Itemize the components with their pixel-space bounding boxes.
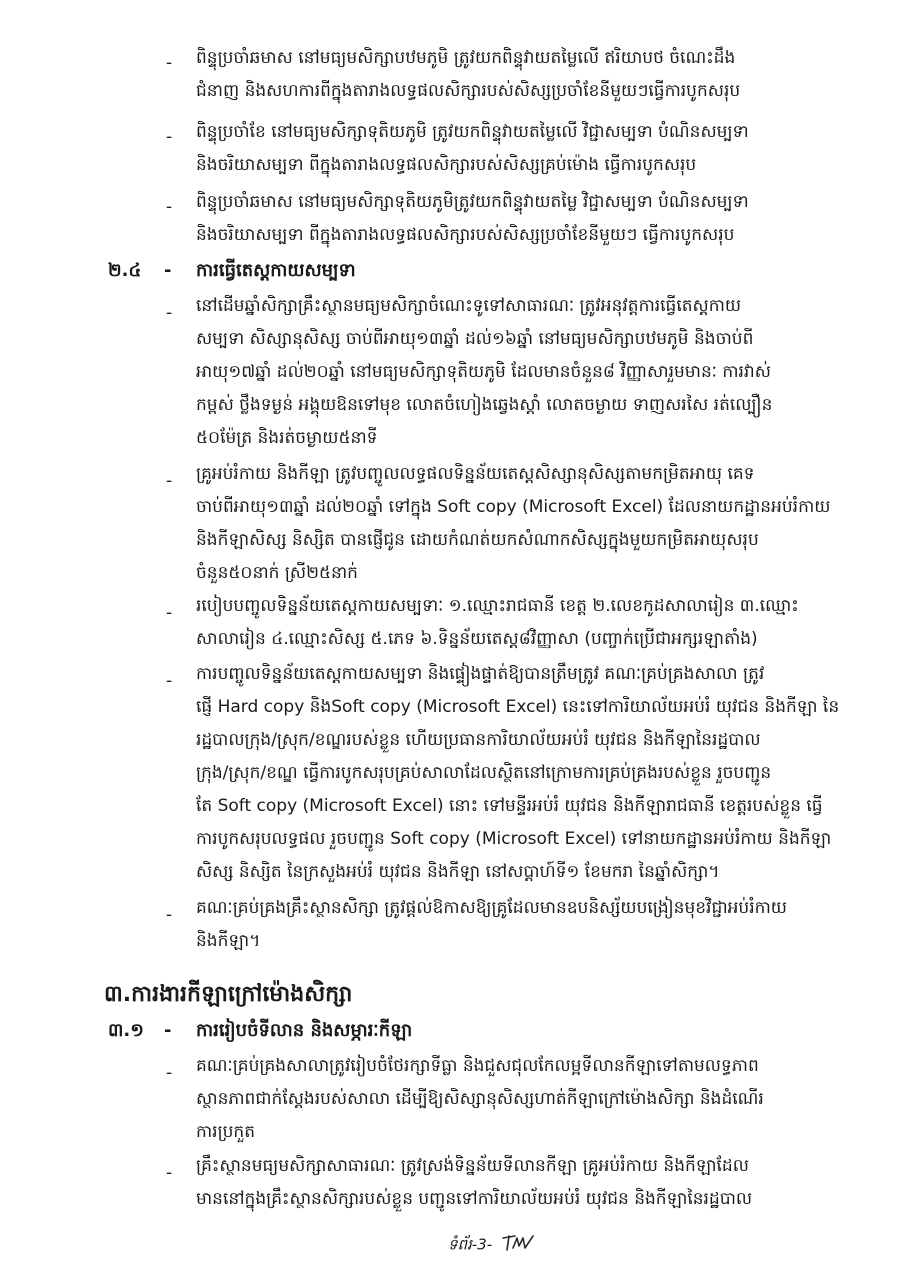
bullet-text [196,116,749,182]
text-line: ការបញ្ចូលទិន្នន័យតេស្តកាយសម្បទា និងផ្ទៀងផ្ទាត់ឱ្យបានត្រឹមត្រូវ គណៈគ្រប់គ្រងសាលា ត្រូវ [196,664,765,684]
bullet-text [196,892,787,958]
text-line: ៥០ម៉ែត្រ និងរត់ចម្ងាយ៥នាទី [196,428,378,448]
text-line: សាលារៀន ៤.ឈ្មោះសិស្ស ៥.ភេទ ៦.ទិន្នន័យតេស្ត៨វិញ្ញាសា (បញ្ចាក់ប្រើជាអក្សរឡាតាំង) [196,629,758,649]
bullet-text [196,1050,764,1149]
bullet-marker: - [166,53,173,73]
section-heading: ៣.ការងារកីឡាក្រៅម៉ោងសិក្សា [104,982,353,1007]
text-line: និងចរិយាសម្បទា ពីក្នុងតារាងលទ្ធផលសិក្សារបស់សិស្សប្រចាំខែនីមួយៗ ធ្វើការបូកសរុប [196,225,735,245]
text-line: ក្រុង/ស្រុក/ខណ្ឌ ធ្វើការបូកសរុបគ្រប់សាលាដែលស្ថិតនៅក្រោមការគ្រប់គ្រងរបស់ខ្លួន រួចបញ្ជូន [196,763,772,783]
bullet-marker: - [166,303,173,323]
bullet-marker: - [166,1063,173,1083]
bullet-text [196,42,740,108]
text-line: ចំនួន៥០នាក់ ស្រី២៥នាក់ [196,563,358,583]
text-line: និងកីឡាសិស្ស និស្សិត បានផ្ញើជូន ដោយកំណត់យកសំណាកសិស្សក្នុងមួយកម្រិតអាយុសរុប [196,530,759,550]
bullet-marker: - [166,471,173,491]
subsection-title: ការធ្វើតេស្តកាយសម្បទា [196,260,356,281]
bullet-marker: - [166,671,173,691]
text-line: ជំនាញ និងសហការពីក្នុងតារាងលទ្ធផលសិក្សារបស់សិស្សប្រចាំខែនីមួយៗធ្វើការបូកសរុប [196,81,741,101]
bullet-text [196,458,830,590]
text-line: ស្ថានភាពជាក់ស្តែងរបស់សាលា ដើម្បីឱ្យសិស្សានុសិស្សហាត់កីឡាក្រៅម៉ោងសិក្សា និងដំណើរ [196,1089,764,1109]
text-line: គ្រូអប់រំកាយ និងកីឡា ត្រូវបញ្ចូលលទ្ធផលទិន្នន័យតេស្តសិស្សានុសិស្សតាមកម្រិតអាយុ គេទ [196,464,755,484]
text-line: គណៈគ្រប់គ្រងគ្រឹះស្ថានសិក្សា ត្រូវផ្តល់ឱកាសឱ្យគ្រូដែលមានឧបនិស្ស័យបង្រៀនមុខវិជ្ជាអប់រំកាយ [196,898,787,918]
bullet-marker: - [166,1163,173,1183]
initials-signature [501,1232,535,1258]
text-line: រដ្ឋបាលក្រុង/ស្រុក/ខណ្ឌរបស់ខ្លួន ហើយប្រធានការិយាល័យអប់រំ យុវជន និងកីឡានៃរដ្ឋបាល [196,730,761,750]
text-line: និងចរិយាសម្បទា ពីក្នុងតារាងលទ្ធផលសិក្សារបស់សិស្សគ្រប់ម៉ោង ធ្វើការបូកសរុប [196,155,697,175]
text-line: សម្បទា សិស្សានុសិស្ស ចាប់ពីអាយុ១៣ឆ្នាំ ដល់១៦ឆ្នាំ នៅមធ្យមសិក្សាបឋមភូមិ និងចាប់ពី [196,329,754,349]
text-line: គ្រឹះស្ថានមធ្យមសិក្សាសាធារណៈ ត្រូវស្រង់ទិន្នន័យទីលានកីឡា គ្រូអប់រំកាយ និងកីឡាដែល [196,1156,749,1176]
text-line: ការប្រកួត [196,1122,256,1142]
text-line: ចាប់ពីអាយុ១៣ឆ្នាំ ដល់២០ឆ្នាំ ទៅក្នុង Soft copy (Microsoft Excel) ដែលនាយកដ្ឋានអប់រំកាយ [196,497,831,517]
text-line: នៅដើមឆ្នាំសិក្សាគ្រឹះស្ថានមធ្យមសិក្សាចំណេះទូទៅសាធារណៈ ត្រូវអនុវត្តការធ្វើតេស្តកាយ [196,296,742,316]
bullet-marker: - [166,197,173,217]
text-line: ពិន្ទុប្រចាំខែ នៅមធ្យមសិក្សាទុតិយភូមិ ត្រូវយកពិន្ទុវាយតម្លៃលើ វិជ្ជាសម្បទា បំណិនសម្បទា [196,122,749,142]
subsection-number: ៣.១ [108,1020,144,1041]
subsection-dash: - [164,260,172,281]
bullet-text [196,1150,752,1216]
bullet-text [196,658,839,889]
text-line: ពិន្ទុប្រចាំឆមាស នៅមធ្យមសិក្សាទុតិយភូមិត្រូវយកពិន្ទុវាយតម្លៃ វិជ្ជាសម្បទា បំណិនសម្បទា [196,192,749,212]
text-line: សិស្ស និស្សិត នៃក្រសួងអប់រំ យុវជន និងកីឡា នៅសប្តាហ៍ទី១ ខែមករា នៃឆ្នាំសិក្សា។ [196,862,720,882]
text-line: និងកីឡា។ [196,931,261,951]
text-line: ពិន្ទុប្រចាំឆមាស នៅមធ្យមសិក្សាបឋមភូមិ ត្រូវយកពិន្ទុវាយតម្លៃលើ ឥរិយាបថ ចំណេះដឹង [196,48,736,68]
text-line: របៀបបញ្ចូលទិន្នន័យតេស្តកាយសម្បទាៈ ១.ឈ្មោះរាជធានី ខេត្ត ២.លេខកូដសាលារៀន ៣.ឈ្មោះ [196,596,799,616]
subsection-dash: - [164,1020,172,1041]
bullet-marker: - [166,127,173,147]
bullet-marker: - [166,603,173,623]
text-line: អាយុ១៧ឆ្នាំ ដល់២០ឆ្នាំ នៅមធ្យមសិក្សាទុតិយភូមិ ដែលមានចំនួន៨ វិញ្ញាសារួមមានៈ ការវាស់ [196,362,771,382]
bullet-marker: - [166,905,173,925]
text-line: ការបូកសរុបលទ្ធផល រួចបញ្ជូន Soft copy (Microsoft Excel) ទៅនាយកដ្ឋានអប់រំកាយ និងកីឡា [196,829,832,849]
subsection-title: ការរៀបចំទីលាន និងសម្ភារៈកីឡា [196,1020,413,1041]
page-footer [448,1232,535,1258]
text-line: ផ្ញើ Hard copy និងSoft copy (Microsoft Excel) នេះទៅការិយាល័យអប់រំ យុវជន និងកីឡា នៃ [196,697,840,717]
text-line: គណៈគ្រប់គ្រងសាលាត្រូវរៀបចំថែរក្សាទីធ្លា និងជួសជុលកែលម្អទីលានកីឡាទៅតាមលទ្ធភាព [196,1056,759,1076]
bullet-text [196,290,772,455]
page-number: ទំព័រ-3- [448,1235,493,1254]
bullet-text [196,590,799,656]
subsection-number: ២.៤ [108,260,142,281]
bullet-text [196,186,749,252]
text-line: តែ Soft copy (Microsoft Excel) នោះ ទៅមន្ទីរអប់រំ យុវជន និងកីឡារាជធានី ខេត្តរបស់ខ្លួន ធ្វើ [196,796,823,816]
text-line: កម្ពស់ ថ្លឹងទម្ងន់ អង្គុយឱនទៅមុខ លោតចំហៀងឆ្វេងស្ដាំ លោតចម្ងាយ ទាញសរសៃ រត់ល្បឿន [196,395,773,415]
text-line: មាននៅក្នុងគ្រឹះស្ថានសិក្សារបស់ខ្លួន បញ្ជូនទៅការិយាល័យអប់រំ យុវជន និងកីឡានៃរដ្ឋបាល [196,1189,753,1209]
